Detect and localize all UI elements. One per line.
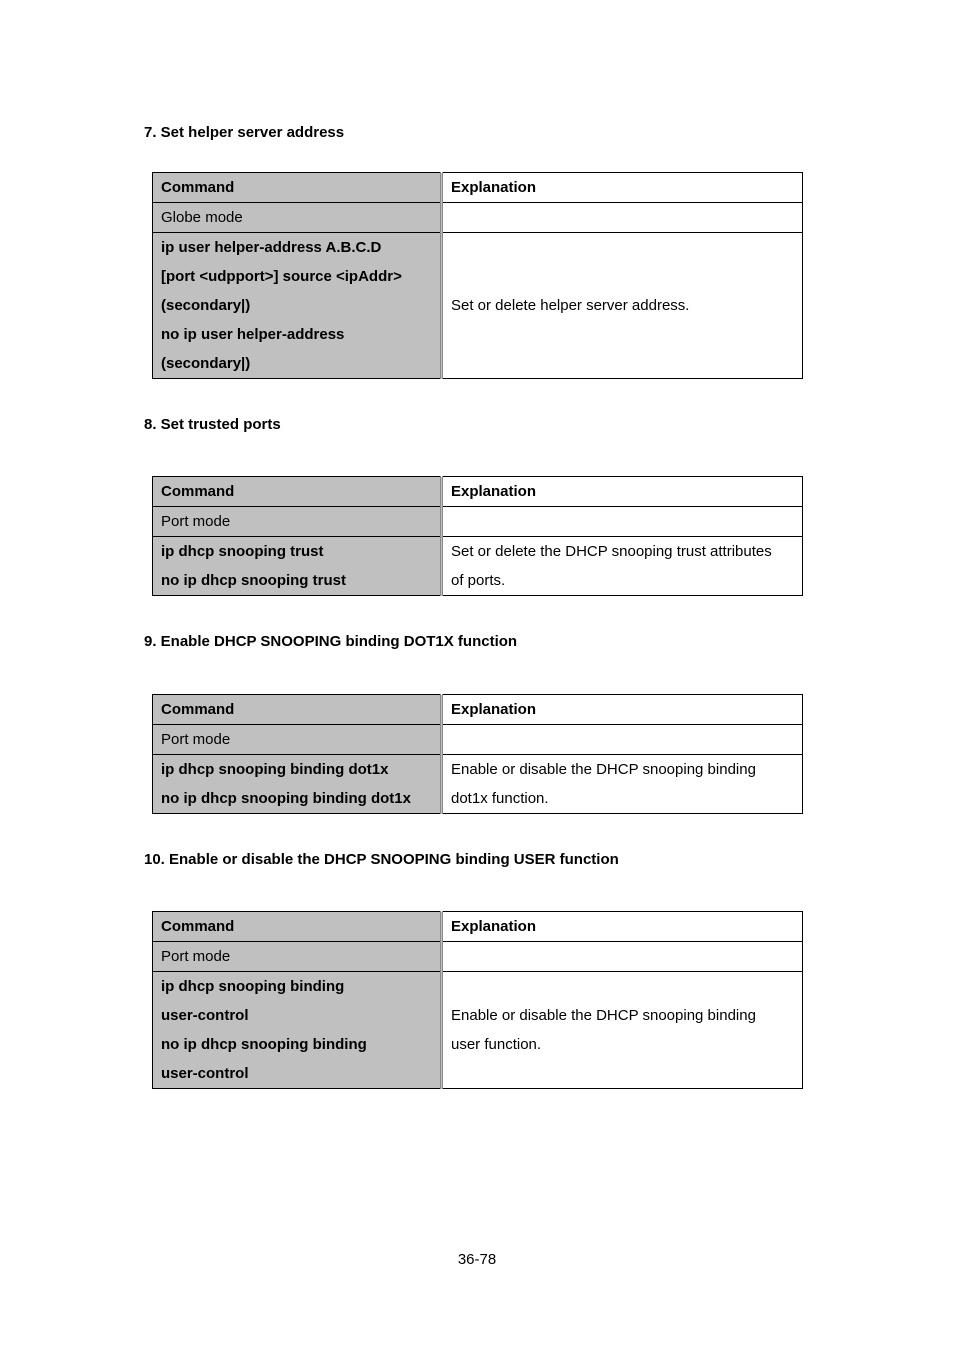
explanation-line: dot1x function. [451, 790, 549, 807]
mode-explanation-cell [442, 203, 803, 233]
command-column-header: Command [153, 173, 442, 203]
section-heading-trusted-ports: 8. Set trusted ports [144, 416, 281, 433]
command-table-dot1x-binding [152, 694, 803, 814]
explanation-cell [442, 755, 803, 814]
explanation-line: of ports. [451, 572, 506, 589]
command-line: no ip dhcp snooping binding dot1x [161, 790, 411, 807]
page-number: 36-78 [457, 1251, 497, 1268]
explanation-column-header: Explanation [442, 695, 803, 725]
command-table-trusted-ports [152, 476, 803, 596]
table-header-row [153, 477, 803, 507]
explanation-line: user function. [451, 1036, 542, 1053]
table-header-row [153, 173, 803, 203]
command-line: ip user helper-address A.B.C.D [161, 239, 382, 256]
mode-cell: Port mode [153, 942, 442, 972]
command-line: no ip dhcp snooping trust [161, 572, 346, 589]
command-cell [153, 233, 442, 379]
command-line: ip dhcp snooping binding dot1x [161, 761, 389, 778]
command-table-user-binding [152, 911, 803, 1089]
section-heading-helper-server: 7. Set helper server address [144, 124, 345, 141]
section-heading-user-binding: 10. Enable or disable the DHCP SNOOPING binding USER function [144, 851, 619, 868]
table-row [153, 233, 803, 379]
explanation-cell [442, 537, 803, 596]
command-column-header: Command [153, 695, 442, 725]
table-header-row [153, 912, 803, 942]
section-heading-dot1x-binding: 9. Enable DHCP SNOOPING binding DOT1X function [144, 633, 518, 650]
command-column-header: Command [153, 477, 442, 507]
command-line: no ip dhcp snooping binding [161, 1036, 367, 1053]
explanation-column-header: Explanation [442, 477, 803, 507]
command-line: ip dhcp snooping binding [161, 978, 345, 995]
explanation-column-header: Explanation [442, 173, 803, 203]
explanation-cell [442, 972, 803, 1089]
mode-cell: Port mode [153, 507, 442, 537]
command-line: (secondary|) [161, 355, 251, 372]
command-cell [153, 537, 442, 596]
mode-explanation-cell [442, 507, 803, 537]
mode-row [153, 507, 803, 537]
table-row [153, 537, 803, 596]
explanation-line: Enable or disable the DHCP snooping binding [451, 761, 756, 778]
table-header-row [153, 695, 803, 725]
command-column-header: Command [153, 912, 442, 942]
mode-explanation-cell [442, 725, 803, 755]
explanation-line: Enable or disable the DHCP snooping binding [451, 1007, 756, 1024]
command-line: (secondary|) [161, 297, 251, 314]
command-line: ip dhcp snooping trust [161, 543, 324, 560]
mode-cell: Globe mode [153, 203, 442, 233]
command-line: no ip user helper-address [161, 326, 345, 343]
table-row [153, 755, 803, 814]
command-cell [153, 972, 442, 1089]
explanation-line: Set or delete the DHCP snooping trust attributes [451, 543, 772, 560]
command-table-helper-server [152, 172, 803, 379]
table-row [153, 972, 803, 1089]
mode-row [153, 942, 803, 972]
command-line: user-control [161, 1007, 249, 1024]
command-line: user-control [161, 1065, 249, 1082]
explanation-line: Set or delete helper server address. [451, 297, 690, 314]
mode-row [153, 725, 803, 755]
mode-row [153, 203, 803, 233]
mode-cell: Port mode [153, 725, 442, 755]
explanation-cell [442, 233, 803, 379]
command-line: [port <udpport>] source <ipAddr> [161, 268, 402, 285]
explanation-column-header: Explanation [442, 912, 803, 942]
mode-explanation-cell [442, 942, 803, 972]
command-cell [153, 755, 442, 814]
